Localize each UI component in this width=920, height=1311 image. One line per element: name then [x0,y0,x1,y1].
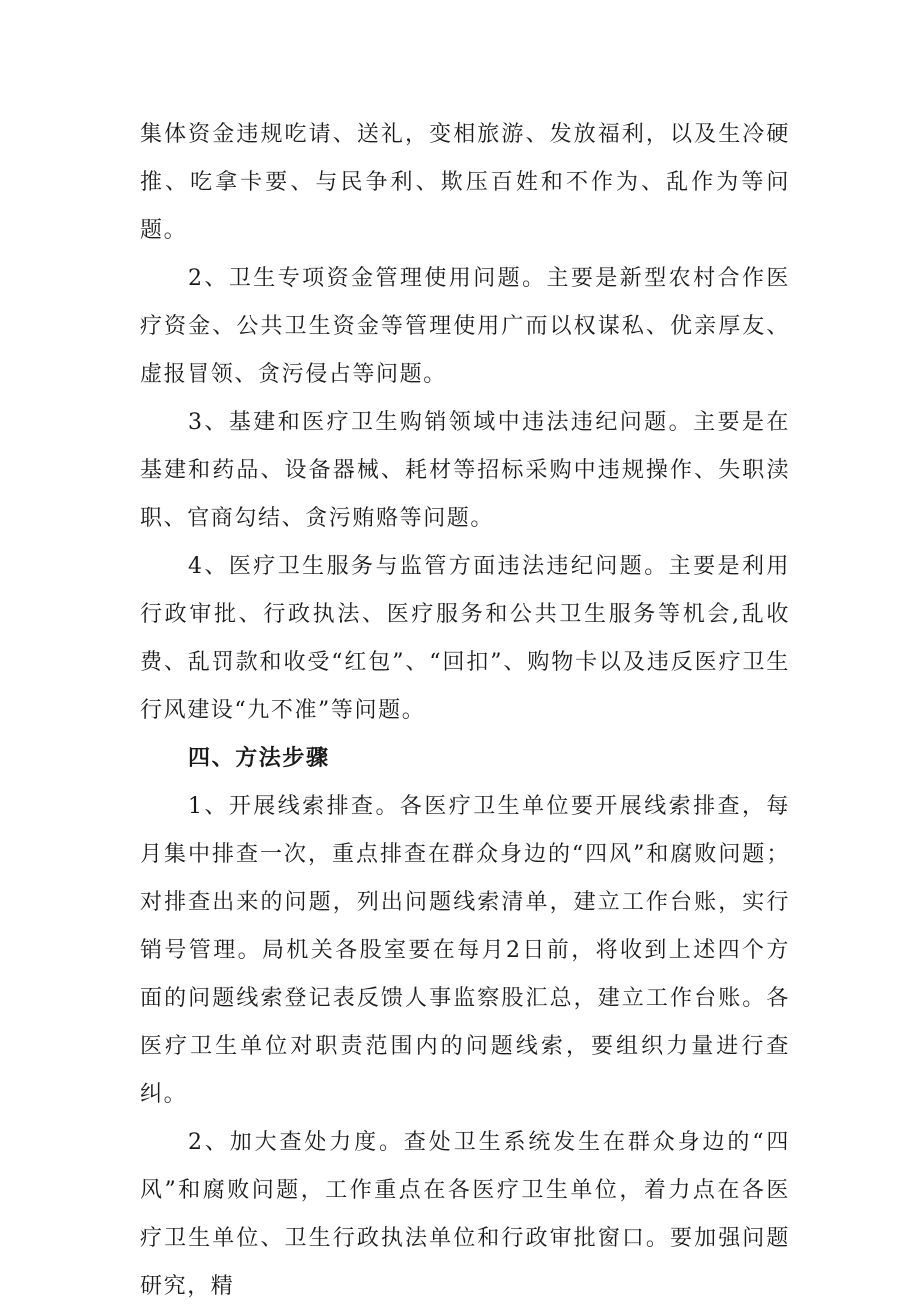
document-body [140,111,790,1311]
paragraph-item-2: 2、卫生专项资金管理使用问题。主要是新型农村合作医疗资金、公共卫生资金等管理使用广而以权谋私、优亲厚友、虚报冒领、贪污侵占等问题。 [140,266,790,387]
paragraph-step-2: 2、加大查处力度。查处卫生系统发生在群众身边的“四风”和腐败问题，工作重点在各医疗卫生单位，着力点在各医疗卫生单位、卫生行政执法单位和行政审批窗口。要加强问题研究，精 [140,1130,790,1299]
paragraph-continued: 集体资金违规吃请、送礼，变相旅游、发放福利，以及生冷硬推、吃拿卡要、与民争利、欺压百姓和不作为、乱作为等问题。 [140,122,790,243]
paragraph-step-1: 1、开展线索排查。各医疗卫生单位要开展线索排查，每月集中排查一次，重点排查在群众身边的“四风”和腐败问题；对排查出来的问题，列出问题线索清单，建立工作台账，实行销号管理。局机关各股室要在每月2日前，将收到上述四个方面的问题线索登记表反馈人事监察股汇总，建立工作台账。各医疗卫生单位对职责范围内的问题线索，要组织力量进行查纠。 [140,794,790,1107]
section-heading: 四、方法步骤 [188,746,330,771]
paragraph-item-3: 3、基建和医疗卫生购销领域中违法违纪问题。主要是在基建和药品、设备器械、耗材等招标采购中违规操作、失职渎职、官商勾结、贪污贿赂等问题。 [140,410,790,531]
paragraph-item-4: 4、医疗卫生服务与监管方面违法违纪问题。主要是利用行政审批、行政执法、医疗服务和公共卫生服务等机会,乱收费、乱罚款和收受“红包”、“回扣”、购物卡以及违反医疗卫生行风建设“九不准”等问题。 [140,554,790,723]
